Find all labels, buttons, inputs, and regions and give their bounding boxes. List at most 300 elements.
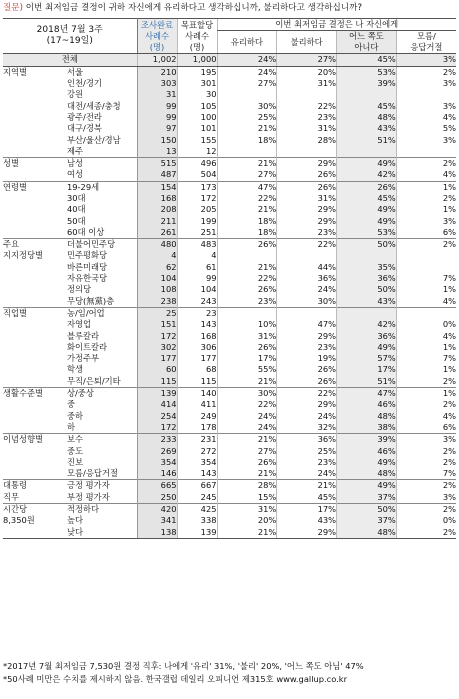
cell-target-count: 104 <box>177 284 217 295</box>
row-group-label <box>3 204 67 215</box>
cell-survey-count: 150 <box>137 134 177 145</box>
row-group-label <box>3 445 67 456</box>
cell-favorable: 24% <box>217 422 277 434</box>
cell-survey-count: 487 <box>137 169 177 181</box>
cell-dontknow <box>396 307 456 319</box>
header-option-dontknow-l1: 모름/ <box>416 31 436 42</box>
cell-neither: 42% <box>337 169 397 181</box>
header-survey-count-l3: (명) <box>149 41 165 52</box>
row-group-label <box>3 353 67 364</box>
cell-favorable: 22% <box>217 193 277 204</box>
cell-dontknow <box>396 89 456 100</box>
cell-target-count: 99 <box>177 273 217 284</box>
cell-favorable: 27% <box>217 445 277 456</box>
cell-survey-count: 210 <box>137 66 177 78</box>
cell-dontknow: 3% <box>396 215 456 226</box>
row-subgroup-label: 대구/경북 <box>67 123 137 134</box>
table-row <box>3 353 456 364</box>
cell-target-count: 12 <box>177 146 217 158</box>
cell-unfavorable: 26% <box>277 364 337 375</box>
cell-target-count: 272 <box>177 445 217 456</box>
cell-favorable: 18% <box>217 227 277 239</box>
table-row <box>3 181 456 193</box>
cell-unfavorable: 29% <box>277 330 337 341</box>
row-subgroup-label: 화이트칼라 <box>67 342 137 353</box>
survey-date: 2018년 7월 3주 <box>36 25 103 36</box>
cell-favorable: 10% <box>217 319 277 330</box>
row-subgroup-label: 여성 <box>67 169 137 181</box>
cell-dontknow: 2% <box>396 457 456 468</box>
cell-target-count: 354 <box>177 457 217 468</box>
cell-target-count: 425 <box>177 503 217 515</box>
cell-dontknow: 2% <box>396 445 456 456</box>
cell-neither: 49% <box>337 215 397 226</box>
row-subgroup-label: 무직/은퇴/기타 <box>67 376 137 388</box>
cell-survey-count: 151 <box>137 319 177 330</box>
row-group-label <box>3 296 67 308</box>
row-subgroup-label: 농/임/어업 <box>67 307 137 319</box>
table-row <box>3 250 456 261</box>
survey-date-range: (17~19일) <box>46 36 93 47</box>
row-group-label: 시간당 <box>3 503 67 515</box>
cell-neither: 36% <box>337 273 397 284</box>
row-subgroup-label: 모름/응답거절 <box>67 468 137 480</box>
cell-target-count: 100 <box>177 112 217 123</box>
header-response-group: 이번 최저임금 결정은 나 자신에게 <box>217 19 456 31</box>
row-subgroup-label: 무당(無黨)층 <box>67 296 137 308</box>
cell-survey-count: 303 <box>137 78 177 89</box>
cell-survey-count: 108 <box>137 284 177 295</box>
row-group-label: 연령별 <box>3 181 67 193</box>
cell-dontknow: 2% <box>396 239 456 251</box>
cell-unfavorable: 24% <box>277 411 337 422</box>
cell-dontknow: 2% <box>396 399 456 410</box>
cell-favorable: 23% <box>217 296 277 308</box>
row-group-label <box>3 468 67 480</box>
cell-dontknow: 2% <box>396 193 456 204</box>
cell-survey-count: 354 <box>137 457 177 468</box>
cell-survey-count: 99 <box>137 100 177 111</box>
cell-survey-count: 13 <box>137 146 177 158</box>
cell-unfavorable <box>277 307 337 319</box>
row-group-label: 8,350원 <box>3 515 35 526</box>
header-option-dontknow <box>396 31 456 54</box>
cell-neither: 39% <box>337 78 397 89</box>
cell-unfavorable: 29% <box>277 399 337 410</box>
cell-survey-count: 261 <box>137 227 177 239</box>
row-group-label <box>3 169 67 181</box>
cell-favorable: 18% <box>217 215 277 226</box>
row-subgroup-label: 학생 <box>67 364 137 375</box>
cell-survey-count: 238 <box>137 296 177 308</box>
header-option-unfavorable: 불리하다 <box>277 31 337 54</box>
table-row <box>3 480 456 492</box>
cell-target-count: 251 <box>177 227 217 239</box>
cell-unfavorable: 27% <box>277 54 337 66</box>
table-row <box>3 215 456 226</box>
survey-date-header <box>3 19 137 54</box>
cell-target-count: 306 <box>177 342 217 353</box>
cell-neither: 51% <box>337 376 397 388</box>
header-target-count-l2: 사례수 <box>184 30 210 41</box>
row-group-label: 직무 <box>3 491 20 502</box>
cell-neither: 50% <box>337 503 397 515</box>
row-group-label <box>3 526 67 538</box>
cell-neither: 45% <box>337 193 397 204</box>
cell-unfavorable: 29% <box>277 157 337 169</box>
cell-dontknow: 7% <box>396 468 456 480</box>
cell-dontknow: 3% <box>396 100 456 111</box>
row-group-label <box>3 330 67 341</box>
cell-unfavorable: 47% <box>277 319 337 330</box>
header-survey-count-l2: 사례수 <box>144 30 170 41</box>
cell-neither: 17% <box>337 364 397 375</box>
cell-dontknow: 1% <box>396 364 456 375</box>
row-subgroup-label: 남성 <box>67 157 137 169</box>
row-group-label <box>3 227 67 239</box>
row-group-label <box>3 284 67 295</box>
cell-target-count: 338 <box>177 515 217 526</box>
table-row <box>3 262 456 273</box>
cell-survey-count: 211 <box>137 215 177 226</box>
cell-target-count: 178 <box>177 422 217 434</box>
row-group-label <box>3 422 67 434</box>
cell-target-count: 496 <box>177 157 217 169</box>
cell-survey-count: 250 <box>137 492 177 504</box>
cell-favorable: 26% <box>217 457 277 468</box>
cell-unfavorable: 21% <box>277 480 337 492</box>
cell-dontknow: 2% <box>396 503 456 515</box>
cell-favorable: 22% <box>217 399 277 410</box>
header-target-count-l3: (명) <box>189 41 205 52</box>
row-label-total: 전체 <box>3 54 137 66</box>
cell-neither: 57% <box>337 353 397 364</box>
header-survey-count <box>137 19 177 54</box>
row-subgroup-label: 적정하다 <box>67 503 137 515</box>
cell-target-count: 30 <box>177 89 217 100</box>
table-row <box>3 364 456 375</box>
cell-target-count: 195 <box>177 66 217 78</box>
cell-favorable: 21% <box>217 157 277 169</box>
row-group-label <box>3 193 67 204</box>
table-row <box>3 503 456 515</box>
cell-neither: 47% <box>337 387 397 399</box>
cell-unfavorable: 23% <box>277 342 337 353</box>
cell-unfavorable <box>277 89 337 100</box>
cell-neither: 37% <box>337 492 397 504</box>
cell-survey-count: 4 <box>137 250 177 261</box>
table-row <box>3 434 456 446</box>
cell-survey-count: 1,002 <box>137 54 177 66</box>
cell-target-count: 504 <box>177 169 217 181</box>
table-row <box>3 134 456 145</box>
header-option-neither-l2: 아니다 <box>354 42 379 53</box>
cell-dontknow: 0% <box>396 319 456 330</box>
cell-favorable: 21% <box>217 262 277 273</box>
row-subgroup-label: 19-29세 <box>67 181 137 193</box>
cell-target-count: 245 <box>177 492 217 504</box>
table-row <box>3 100 456 111</box>
row-subgroup-label: 높다 <box>67 515 137 526</box>
row-group-label <box>3 399 67 410</box>
cell-favorable: 18% <box>217 134 277 145</box>
cell-favorable: 15% <box>217 492 277 504</box>
row-subgroup-label: 긍정 평가자 <box>67 480 137 492</box>
cell-target-count: 140 <box>177 387 217 399</box>
cell-survey-count: 515 <box>137 157 177 169</box>
table-row <box>3 515 456 526</box>
cell-target-count: 23 <box>177 307 217 319</box>
cell-unfavorable: 45% <box>277 492 337 504</box>
cell-target-count: 249 <box>177 411 217 422</box>
cell-favorable: 30% <box>217 100 277 111</box>
table-row <box>3 273 456 284</box>
row-group-label: 성별 <box>3 157 67 169</box>
row-subgroup-label: 부산/울산/경남 <box>67 134 137 145</box>
cell-dontknow: 7% <box>396 273 456 284</box>
cell-neither <box>337 307 397 319</box>
cell-neither: 49% <box>337 480 397 492</box>
cell-dontknow: 1% <box>396 181 456 193</box>
cell-unfavorable: 26% <box>277 181 337 193</box>
row-subgroup-label: 상/중상 <box>67 387 137 399</box>
cell-target-count: 205 <box>177 204 217 215</box>
cell-unfavorable: 19% <box>277 353 337 364</box>
cell-dontknow: 2% <box>396 376 456 388</box>
row-subgroup-label: 하 <box>67 422 137 434</box>
table-row <box>3 307 456 319</box>
table-row <box>3 146 456 158</box>
table-row <box>3 376 456 388</box>
table-row <box>3 66 456 78</box>
row-group-label <box>3 123 67 134</box>
cell-survey-count: 420 <box>137 503 177 515</box>
cell-favorable: 21% <box>217 468 277 480</box>
cell-dontknow: 4% <box>396 411 456 422</box>
cell-survey-count: 269 <box>137 445 177 456</box>
cell-survey-count: 62 <box>137 262 177 273</box>
cell-dontknow <box>396 262 456 273</box>
cell-survey-count: 139 <box>137 387 177 399</box>
cell-favorable: 31% <box>217 330 277 341</box>
cell-dontknow: 3% <box>396 54 456 66</box>
cell-unfavorable: 29% <box>277 204 337 215</box>
row-subgroup-label: 민주평화당 <box>67 250 137 261</box>
cell-target-count: 177 <box>177 353 217 364</box>
cell-dontknow: 4% <box>396 330 456 341</box>
cell-favorable: 22% <box>217 273 277 284</box>
cell-dontknow: 2% <box>396 526 456 538</box>
cell-favorable: 25% <box>217 112 277 123</box>
cell-dontknow: 5% <box>396 123 456 134</box>
cell-dontknow: 3% <box>396 434 456 446</box>
row-subgroup-label: 보수 <box>67 434 137 446</box>
row-subgroup-label: 자영업 <box>67 319 137 330</box>
row-group-label: 이념성향별 <box>3 434 67 446</box>
table-row <box>3 227 456 239</box>
cell-survey-count: 177 <box>137 353 177 364</box>
table-row <box>3 239 456 251</box>
header-option-neither <box>337 31 397 54</box>
cell-dontknow: 0% <box>396 515 456 526</box>
cell-unfavorable: 20% <box>277 66 337 78</box>
row-group-label: 대통령 <box>3 480 67 492</box>
cell-neither <box>337 146 397 158</box>
cell-dontknow <box>396 250 456 261</box>
cell-favorable: 24% <box>217 411 277 422</box>
row-group-label: 지역별 <box>3 66 67 78</box>
row-group-label <box>3 364 67 375</box>
cell-neither: 26% <box>337 181 397 193</box>
row-subgroup-label: 중도 <box>67 445 137 456</box>
cell-neither: 36% <box>337 330 397 341</box>
cell-dontknow: 2% <box>396 157 456 169</box>
cell-target-count: 301 <box>177 78 217 89</box>
cell-survey-count: 115 <box>137 376 177 388</box>
cell-unfavorable: 23% <box>277 457 337 468</box>
cell-unfavorable: 31% <box>277 193 337 204</box>
cell-neither: 43% <box>337 296 397 308</box>
cell-unfavorable: 22% <box>277 239 337 251</box>
cell-favorable: 26% <box>217 284 277 295</box>
row-group-label <box>3 112 67 123</box>
row-subgroup-label: 자유한국당 <box>67 273 137 284</box>
cell-survey-count: 146 <box>137 468 177 480</box>
cell-target-count: 139 <box>177 526 217 538</box>
cell-dontknow: 3% <box>396 492 456 504</box>
row-group-label <box>3 273 67 284</box>
row-group-label <box>3 319 67 330</box>
row-subgroup-label: 정의당 <box>67 284 137 295</box>
header-survey-count-l1: 조사완료 <box>140 19 174 30</box>
cell-unfavorable: 29% <box>277 215 337 226</box>
cell-neither: 35% <box>337 262 397 273</box>
question-prefix: 질문) <box>3 3 23 13</box>
row-group-label <box>3 457 67 468</box>
row-subgroup-label: 인천/경기 <box>67 78 137 89</box>
table-row <box>3 526 456 538</box>
cell-dontknow: 1% <box>396 387 456 399</box>
row-subgroup-label: 바른미래당 <box>67 262 137 273</box>
row-subgroup-label: 광주/전라 <box>67 112 137 123</box>
cell-target-count: 115 <box>177 376 217 388</box>
table-row <box>3 78 456 89</box>
cell-favorable: 27% <box>217 78 277 89</box>
cell-unfavorable <box>277 250 337 261</box>
table-row <box>3 330 456 341</box>
cell-dontknow <box>396 146 456 158</box>
cell-unfavorable: 28% <box>277 134 337 145</box>
cell-favorable: 30% <box>217 387 277 399</box>
cell-target-count: 143 <box>177 468 217 480</box>
cell-survey-count: 104 <box>137 273 177 284</box>
cell-survey-count: 414 <box>137 399 177 410</box>
cell-neither: 42% <box>337 319 397 330</box>
cell-dontknow: 1% <box>396 284 456 295</box>
footnotes <box>3 660 458 686</box>
table-row <box>3 284 456 295</box>
cell-unfavorable: 24% <box>277 284 337 295</box>
cell-favorable: 24% <box>217 54 277 66</box>
cell-unfavorable: 44% <box>277 262 337 273</box>
row-subgroup-label: 가정주부 <box>67 353 137 364</box>
cell-survey-count: 254 <box>137 411 177 422</box>
cell-survey-count: 60 <box>137 364 177 375</box>
table-row <box>3 319 456 330</box>
cell-neither: 48% <box>337 468 397 480</box>
cell-unfavorable: 26% <box>277 376 337 388</box>
cell-survey-count: 233 <box>137 434 177 446</box>
cell-unfavorable: 31% <box>277 78 337 89</box>
cell-target-count: 68 <box>177 364 217 375</box>
row-subgroup-label: 40대 <box>67 204 137 215</box>
row-subgroup-label: 진보 <box>67 457 137 468</box>
row-group-label <box>3 411 67 422</box>
row-group-label <box>3 89 67 100</box>
cell-survey-count: 99 <box>137 112 177 123</box>
table-row <box>3 445 456 456</box>
cell-neither: 48% <box>337 411 397 422</box>
cell-neither: 37% <box>337 515 397 526</box>
cell-favorable: 21% <box>217 434 277 446</box>
cell-neither: 45% <box>337 54 397 66</box>
cell-target-count: 172 <box>177 193 217 204</box>
cell-neither: 53% <box>337 227 397 239</box>
header-option-neither-l1: 어느 쪽도 <box>349 31 384 42</box>
cell-unfavorable: 23% <box>277 112 337 123</box>
cell-favorable: 26% <box>217 342 277 353</box>
cell-neither <box>337 250 397 261</box>
cell-neither: 43% <box>337 123 397 134</box>
cell-target-count: 61 <box>177 262 217 273</box>
table-row <box>3 89 456 100</box>
cell-dontknow: 4% <box>396 112 456 123</box>
cell-dontknow: 6% <box>396 227 456 239</box>
cell-favorable: 47% <box>217 181 277 193</box>
cell-neither: 38% <box>337 422 397 434</box>
header-target-count <box>177 19 217 54</box>
cell-survey-count: 31 <box>137 89 177 100</box>
cell-target-count: 667 <box>177 480 217 492</box>
cell-survey-count: 172 <box>137 422 177 434</box>
cell-unfavorable: 36% <box>277 434 337 446</box>
row-subgroup-label: 블루칼라 <box>67 330 137 341</box>
row-group-label <box>3 215 67 226</box>
cell-favorable: 27% <box>217 169 277 181</box>
row-group-label <box>3 100 67 111</box>
cell-dontknow: 2% <box>396 66 456 78</box>
cell-neither: 49% <box>337 157 397 169</box>
cell-dontknow: 4% <box>396 169 456 181</box>
header-target-count-l1: 목표할당 <box>180 19 214 30</box>
cell-favorable <box>217 146 277 158</box>
cell-survey-count: 168 <box>137 193 177 204</box>
cell-favorable: 21% <box>217 376 277 388</box>
cell-dontknow: 4% <box>396 296 456 308</box>
cell-neither: 50% <box>337 239 397 251</box>
cell-dontknow: 1% <box>396 342 456 353</box>
cell-favorable <box>217 89 277 100</box>
row-subgroup-label: 서울 <box>67 66 137 78</box>
header-option-dontknow-l2: 응답거절 <box>410 42 443 53</box>
row-subgroup-label: 제주 <box>67 146 137 158</box>
cell-target-count: 101 <box>177 123 217 134</box>
cell-target-count: 483 <box>177 239 217 251</box>
table-row <box>3 468 456 480</box>
cell-favorable: 24% <box>217 66 277 78</box>
table-row <box>3 157 456 169</box>
cell-target-count: 168 <box>177 330 217 341</box>
